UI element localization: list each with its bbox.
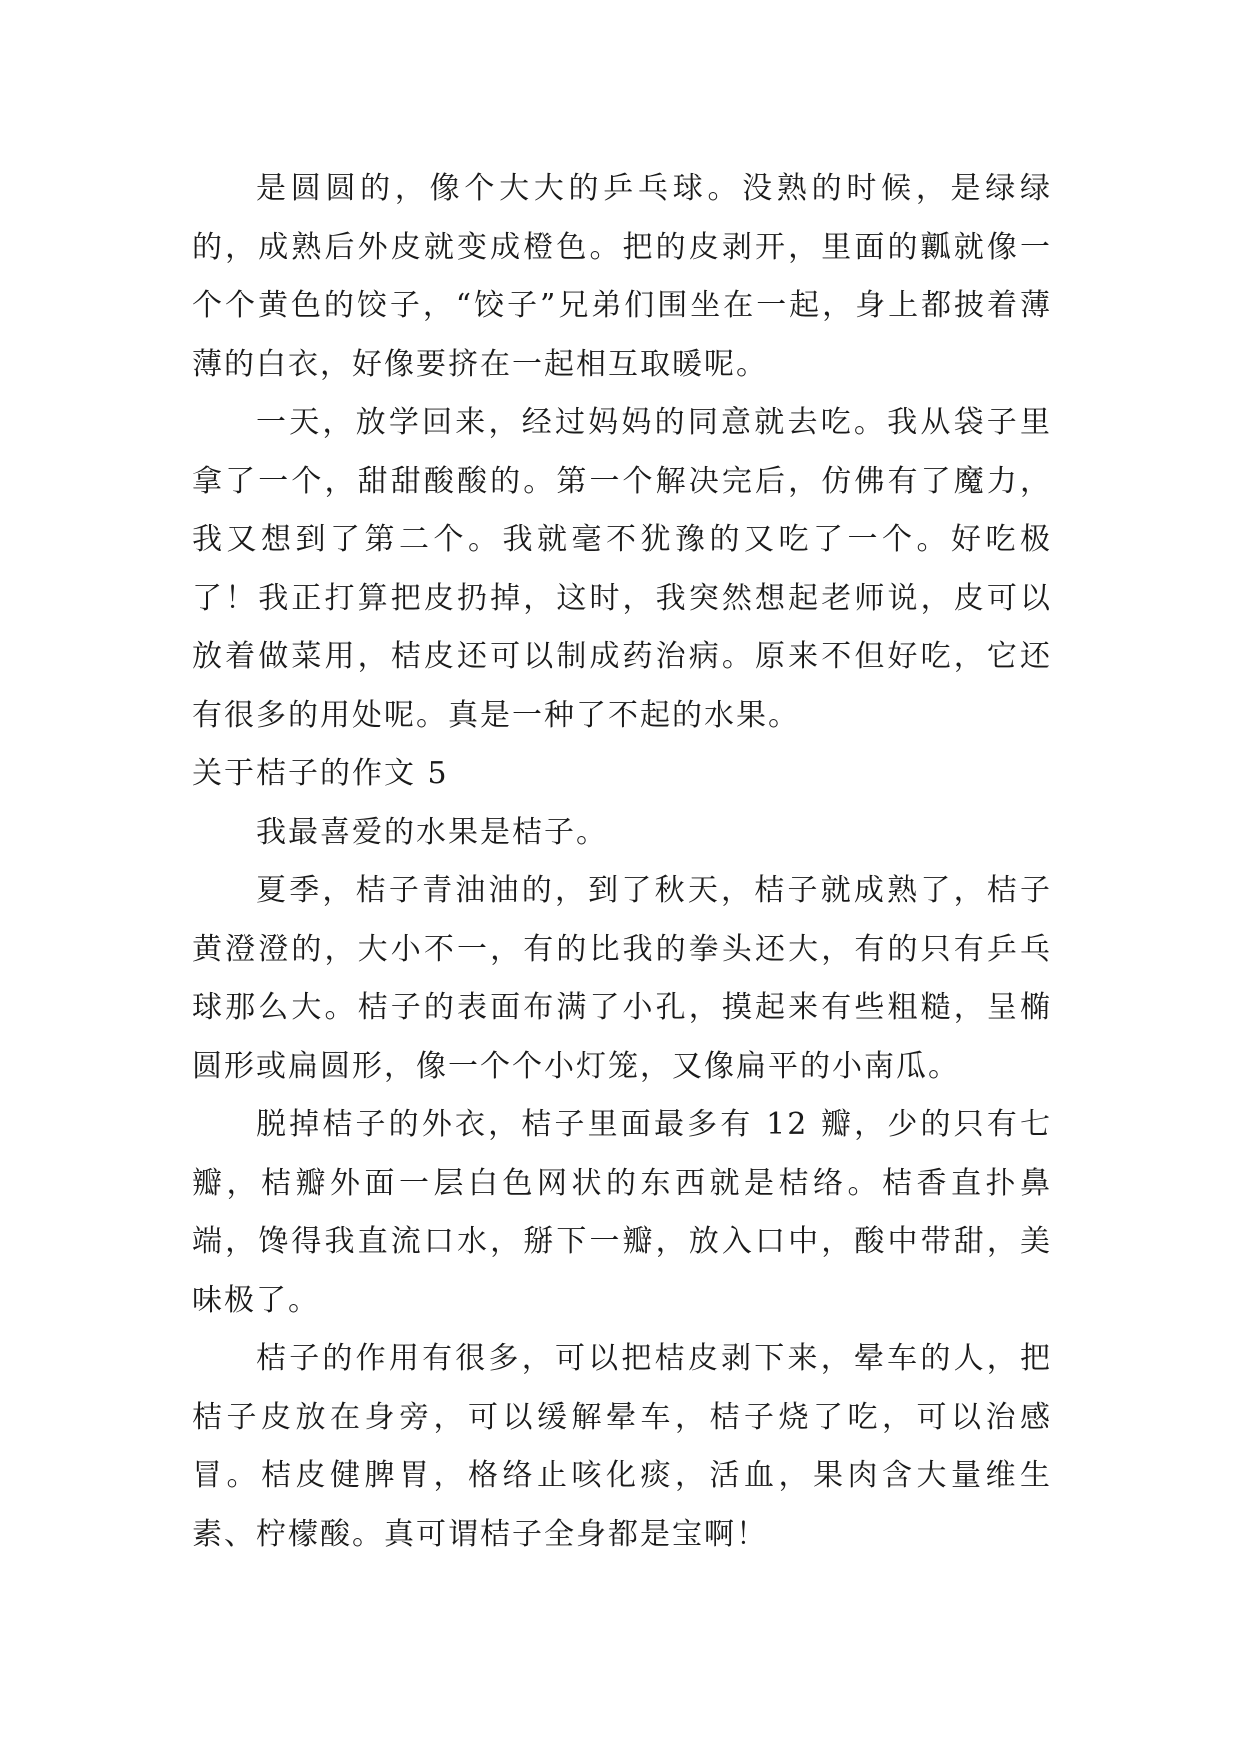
section-paragraph-3: 脱掉桔子的外衣，桔子里面最多有 12 瓣，少的只有七瓣，桔瓣外面一层白色网状的东西就是桔络。桔香直扑鼻端，馋得我直流口水，掰下一瓣，放入口中，酸中带甜，美味极了。: [192, 1107, 1052, 1318]
section-paragraph-1: 我最喜爱的水果是桔子。: [256, 814, 608, 850]
section-paragraph-2: 夏季，桔子青油油的，到了秋天，桔子就成熟了，桔子黄澄澄的，大小不一，有的比我的拳头还大，有的只有乒乓球那么大。桔子的表面布满了小孔，摸起来有些粗糙，呈椭圆形或扁圆形，像一个个小灯笼，又像扁平的小南瓜。: [192, 873, 1052, 1084]
document-page: [192, 160, 1052, 1564]
section-title: 关于桔子的作文 5: [192, 756, 449, 791]
paragraph-2: 一天，放学回来，经过妈妈的同意就去吃。我从袋子里拿了一个，甜甜酸酸的。第一个解决完后，仿佛有了魔力，我又想到了第二个。我就毫不犹豫的又吃了一个。好吃极了！我正打算把皮扔掉，这时，我突然想起老师说，皮可以放着做菜用，桔皮还可以制成药治病。原来不但好吃，它还有很多的用处呢。真是一种了不起的水果。: [192, 405, 1052, 733]
paragraph-1: 是圆圆的，像个大大的乒乓球。没熟的时候，是绿绿的，成熟后外皮就变成橙色。把的皮剥开，里面的瓤就像一个个黄色的饺子，“饺子”兄弟们围坐在一起，身上都披着薄薄的白衣，好像要挤在一起相互取暖呢。: [192, 171, 1052, 382]
section-paragraph-4: 桔子的作用有很多，可以把桔皮剥下来，晕车的人，把桔子皮放在身旁，可以缓解晕车，桔子烧了吃，可以治感冒。桔皮健脾胃，格络止咳化痰，活血，果肉含大量维生素、柠檬酸。真可谓桔子全身都是宝啊！: [192, 1341, 1052, 1552]
